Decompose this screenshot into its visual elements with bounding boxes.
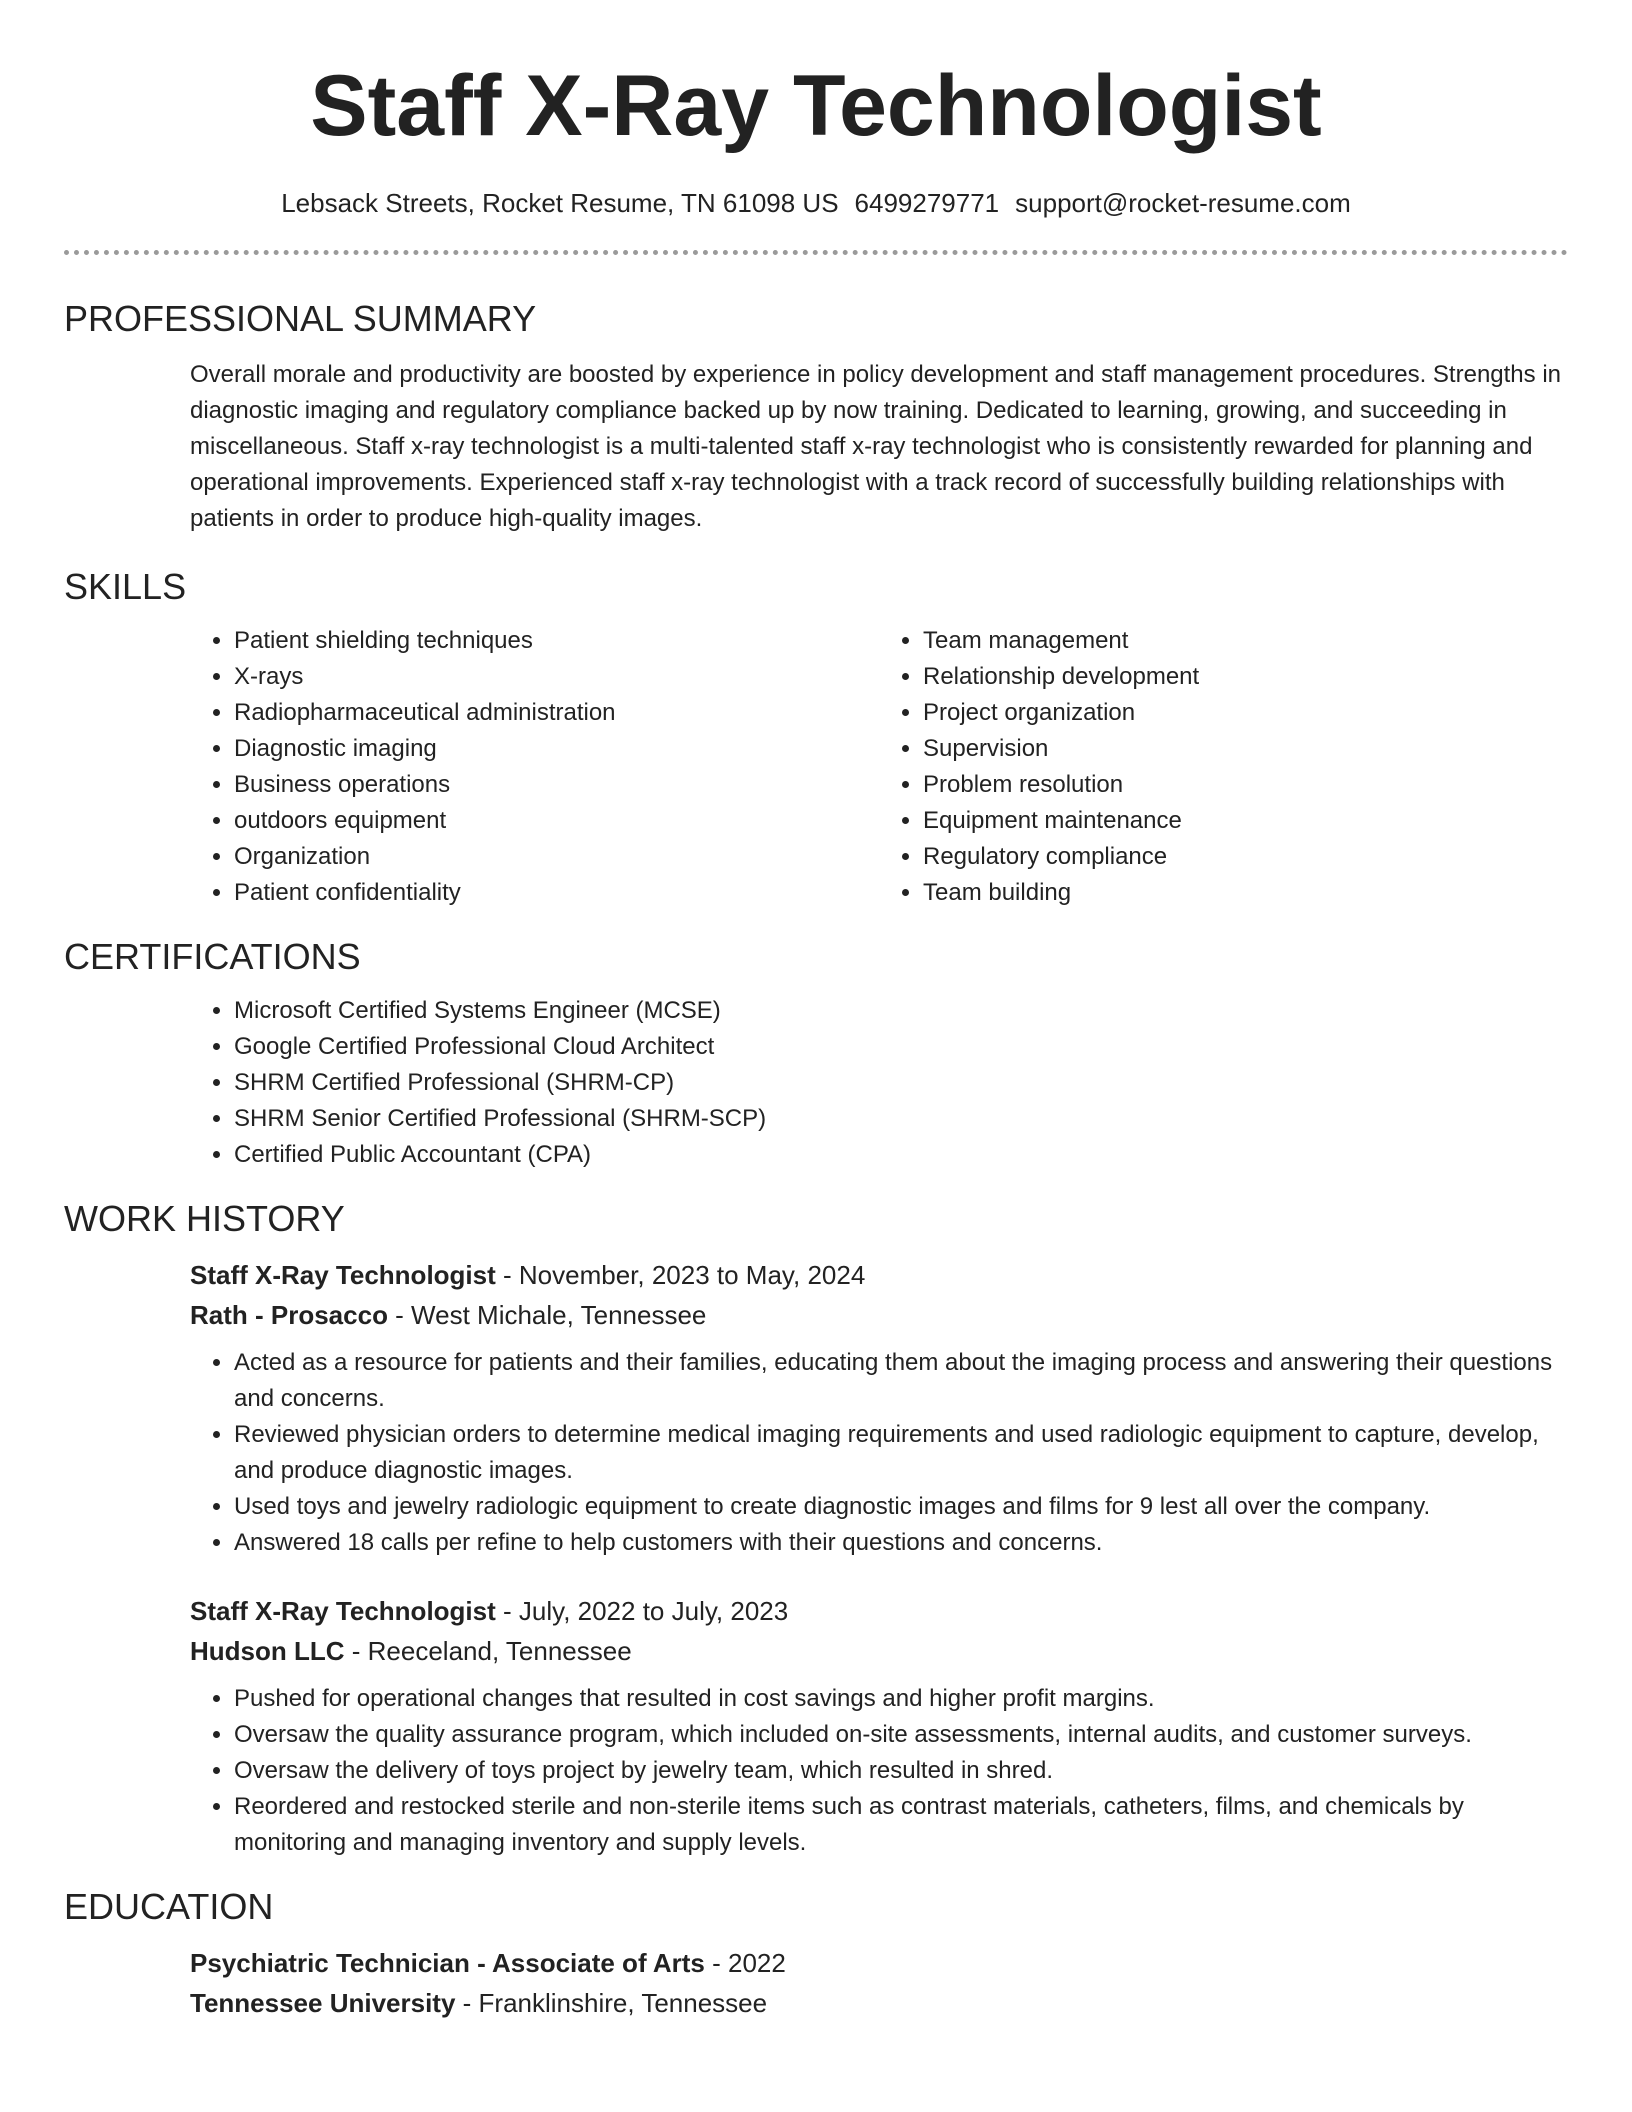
skills-list-right bbox=[879, 623, 1568, 911]
job-entry bbox=[190, 1591, 1568, 1861]
job-dates: - July, 2022 to July, 2023 bbox=[495, 1596, 789, 1626]
job-dates: - November, 2023 to May, 2024 bbox=[495, 1260, 866, 1290]
skill-item: • Problem resolution bbox=[923, 767, 1568, 803]
education-school: Tennessee University bbox=[190, 1988, 456, 2018]
certification-item: • SHRM Certified Professional (SHRM-CP) bbox=[234, 1065, 1568, 1101]
education-location: - Franklinshire, Tennessee bbox=[455, 1988, 768, 2018]
header-divider bbox=[64, 250, 1568, 255]
job-duty: • Answered 18 calls per refine to help customers with their questions and concerns. bbox=[234, 1525, 1568, 1561]
skill-item: • Radiopharmaceutical administration bbox=[234, 695, 879, 731]
certification-item: • SHRM Senior Certified Professional (SHRM-SCP) bbox=[234, 1101, 1568, 1137]
skill-item: • X-rays bbox=[234, 659, 879, 695]
skill-item: • Patient confidentiality bbox=[234, 875, 879, 911]
job-company-line bbox=[190, 1295, 1568, 1335]
certifications-list-wrap bbox=[190, 993, 1568, 1173]
job-duty: • Acted as a resource for patients and their families, educating them about the imaging process and answering their questions and concerns. bbox=[234, 1345, 1568, 1417]
skill-item: • Relationship development bbox=[923, 659, 1568, 695]
certifications-section bbox=[64, 935, 1568, 1173]
skill-item: • Project organization bbox=[923, 695, 1568, 731]
job-company: Rath - Prosacco bbox=[190, 1300, 388, 1330]
education-year: - 2022 bbox=[704, 1948, 786, 1978]
job-company-line bbox=[190, 1631, 1568, 1671]
education-section bbox=[64, 1885, 1568, 2023]
skill-item: • outdoors equipment bbox=[234, 803, 879, 839]
contact-line bbox=[64, 186, 1568, 220]
education-degree-line bbox=[190, 1943, 1568, 1983]
job-duty: • Pushed for operational changes that resulted in cost savings and higher profit margins. bbox=[234, 1681, 1568, 1717]
job-position: Staff X-Ray Technologist bbox=[190, 1260, 496, 1290]
job-title-line bbox=[190, 1255, 1568, 1295]
job-title-line bbox=[190, 1591, 1568, 1631]
job-duties bbox=[190, 1345, 1568, 1561]
candidate-name: Staff X-Ray Technologist bbox=[310, 58, 1322, 154]
certification-item: • Google Certified Professional Cloud Architect bbox=[234, 1029, 1568, 1065]
skill-item: • Team building bbox=[923, 875, 1568, 911]
job-location: - West Michale, Tennessee bbox=[387, 1300, 707, 1330]
contact-email: support@rocket-resume.com bbox=[1015, 188, 1351, 218]
work-history-heading: WORK HISTORY bbox=[64, 1198, 345, 1239]
skill-item: • Diagnostic imaging bbox=[234, 731, 879, 767]
job-duty: • Reordered and restocked sterile and non-sterile items such as contrast materials, catheters, films, and chemicals by monitoring and managing inventory and supply levels. bbox=[234, 1789, 1568, 1861]
skills-grid bbox=[190, 623, 1568, 911]
job-position: Staff X-Ray Technologist bbox=[190, 1596, 496, 1626]
job-duty: • Oversaw the delivery of toys project by jewelry team, which resulted in shred. bbox=[234, 1753, 1568, 1789]
skill-item: • Organization bbox=[234, 839, 879, 875]
skill-item: • Supervision bbox=[923, 731, 1568, 767]
summary-heading: PROFESSIONAL SUMMARY bbox=[64, 298, 537, 339]
skill-item: • Regulatory compliance bbox=[923, 839, 1568, 875]
skills-section bbox=[64, 565, 1568, 911]
job-location: - Reeceland, Tennessee bbox=[344, 1636, 632, 1666]
work-history-section bbox=[64, 1197, 1568, 1861]
job-duty: • Oversaw the quality assurance program, which included on-site assessments, internal audits, and customer surveys. bbox=[234, 1717, 1568, 1753]
education-degree: Psychiatric Technician - Associate of Arts bbox=[190, 1948, 705, 1978]
skill-item: • Business operations bbox=[234, 767, 879, 803]
skill-item: • Patient shielding techniques bbox=[234, 623, 879, 659]
job-entry bbox=[190, 1255, 1568, 1561]
job-duty: • Reviewed physician orders to determine medical imaging requirements and used radiologic equipment to capture, develop, and produce diagnostic images. bbox=[234, 1417, 1568, 1489]
job-company: Hudson LLC bbox=[190, 1636, 345, 1666]
education-heading: EDUCATION bbox=[64, 1886, 274, 1927]
certification-item: • Certified Public Accountant (CPA) bbox=[234, 1137, 1568, 1173]
summary-text: Overall morale and productivity are boosted by experience in policy development and staff management procedures. Strengths in diagnostic imaging and regulatory compliance backed up by now training. Dedicated to learning, growing, and succeeding in miscellaneous. Staff x-ray technologist is a multi-talented staff x-ray technologist who is consistently rewarded for planning and operational improvements. Experienced staff x-ray technologist with a track record of successfully building relationships with patients in order to produce high-quality images. bbox=[190, 361, 1561, 532]
contact-phone: 6499279771 bbox=[854, 188, 1000, 218]
contact-address: Lebsack Streets, Rocket Resume, TN 61098 US bbox=[281, 188, 839, 218]
education-entry bbox=[190, 1943, 1568, 2023]
summary-section bbox=[64, 297, 1568, 537]
skill-item: • Team management bbox=[923, 623, 1568, 659]
certifications-heading: CERTIFICATIONS bbox=[64, 936, 361, 977]
skill-item: • Equipment maintenance bbox=[923, 803, 1568, 839]
skills-heading: SKILLS bbox=[64, 566, 187, 607]
certification-item: • Microsoft Certified Systems Engineer (MCSE) bbox=[234, 993, 1568, 1029]
job-duties bbox=[190, 1681, 1568, 1861]
job-duty: • Used toys and jewelry radiologic equipment to create diagnostic images and films for 9 lest all over the company. bbox=[234, 1489, 1568, 1525]
skills-list-left bbox=[190, 623, 879, 911]
education-school-line bbox=[190, 1983, 1568, 2023]
certifications-list bbox=[190, 993, 1568, 1173]
